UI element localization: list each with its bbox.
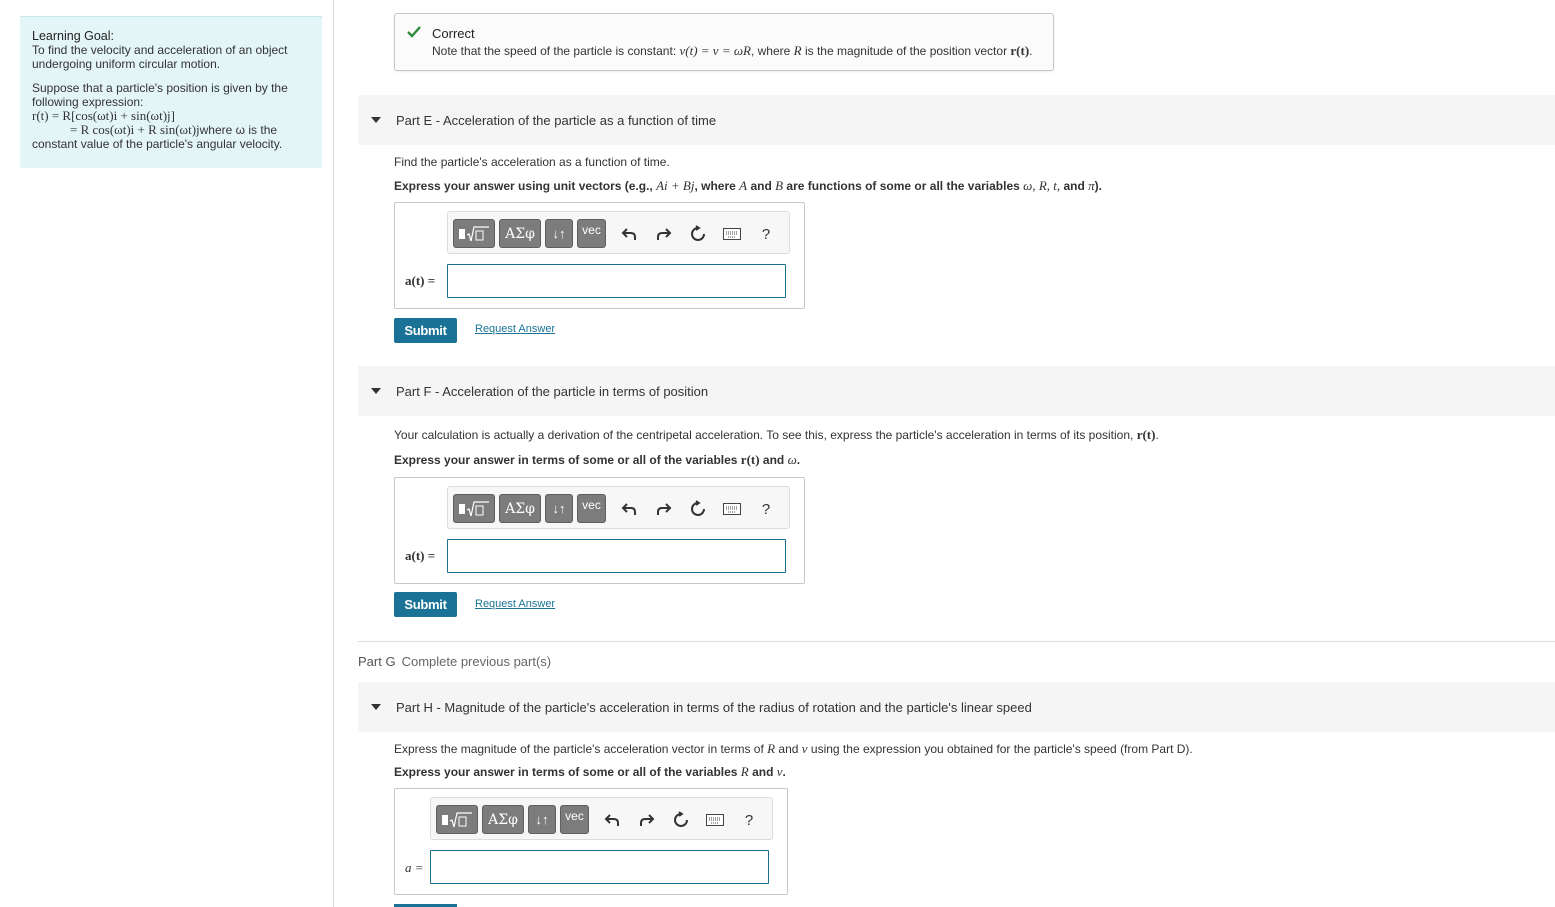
part-e-express-a: A <box>739 178 748 193</box>
part-h-title: Part H - Magnitude of the particle's acceleration in terms of the radius of rotation and the particle's linear speed <box>396 699 1032 715</box>
part-e-express <box>394 178 1102 194</box>
part-f-submit-button[interactable]: Submit <box>394 592 457 617</box>
part-h-instruction-prefix: Express the magnitude of the particle's acceleration vector in terms of <box>394 742 768 756</box>
suppose-line1: Suppose that a particle's position is given by the <box>32 81 288 95</box>
part-g-label: Part G <box>358 654 396 669</box>
part-f-express-prefix: Express your answer in terms of some or all of the variables <box>394 453 741 467</box>
feedback-note-prefix: Note that the speed of the particle is constant: <box>432 44 680 58</box>
part-e-answer-input[interactable] <box>447 264 786 298</box>
suppose-line2: following expression: <box>32 95 144 109</box>
templates-icon <box>441 810 473 830</box>
redo-icon[interactable] <box>654 224 674 244</box>
keyboard-icon[interactable] <box>722 499 742 519</box>
part-e-header[interactable] <box>358 95 1555 145</box>
math-toolbar <box>447 486 790 529</box>
help-icon[interactable]: ? <box>761 225 771 243</box>
part-f-express-omega: ω <box>787 452 797 467</box>
part-e-express-b: B <box>775 178 784 193</box>
part-e-title: Part E - Acceleration of the particle as a function of time <box>396 112 717 128</box>
position-equation-line2-row <box>32 123 310 137</box>
reset-icon[interactable] <box>688 224 708 244</box>
part-h-header[interactable] <box>358 682 1555 732</box>
keyboard-icon[interactable] <box>722 224 742 244</box>
part-g-row <box>358 654 551 669</box>
part-f-instruction <box>394 427 1159 443</box>
part-e-express-suffix: are functions of some or all the variables <box>783 179 1024 193</box>
part-h-answer-box <box>394 788 788 895</box>
reset-icon[interactable] <box>671 810 691 830</box>
redo-icon[interactable] <box>654 499 674 519</box>
part-h-answer-input[interactable] <box>430 850 769 884</box>
angular-velocity-text: constant value of the particle's angular velocity. <box>32 137 283 151</box>
correct-feedback-box <box>394 13 1054 71</box>
subscript-superscript-button[interactable]: ↓↑ <box>545 494 573 523</box>
undo-icon[interactable] <box>602 810 622 830</box>
help-icon[interactable]: ? <box>761 500 771 518</box>
greek-symbols-button[interactable]: ΑΣφ <box>499 494 541 523</box>
part-h-express-end: . <box>782 765 786 779</box>
part-f-title: Part F - Acceleration of the particle in terms of position <box>396 383 709 399</box>
position-equation-line1: r(t) = R[cos(ωt)i + sin(ωt)j] <box>32 108 175 123</box>
section-divider <box>358 641 1555 642</box>
templates-button[interactable] <box>453 219 495 248</box>
part-h-instruction-v: v <box>801 741 808 756</box>
math-toolbar <box>447 211 790 254</box>
vector-button[interactable]: vec <box>560 805 589 834</box>
part-h-instruction-suffix: using the expression you obtained for the particle's speed (from Part D). <box>807 742 1193 756</box>
part-g-message: Complete previous part(s) <box>401 654 552 669</box>
greek-symbols-button[interactable]: ΑΣφ <box>482 805 524 834</box>
part-f-express-and: and <box>759 453 788 467</box>
part-h-express-prefix: Express your answer in terms of some or all of the variables <box>394 765 741 779</box>
templates-button[interactable] <box>453 494 495 523</box>
redo-icon[interactable] <box>637 810 657 830</box>
part-f-request-answer-link[interactable]: Request Answer <box>475 598 556 610</box>
where-text: where ω is the <box>199 123 278 137</box>
learning-goal-panel <box>20 16 322 168</box>
feedback-note-end: . <box>1029 44 1033 58</box>
keyboard-icon[interactable] <box>705 810 725 830</box>
part-h-express-v: v <box>776 764 783 779</box>
part-e-request-answer-link[interactable]: Request Answer <box>475 323 556 335</box>
undo-icon[interactable] <box>619 499 639 519</box>
sidebar-divider <box>333 0 334 907</box>
part-f-answer-box <box>394 477 805 584</box>
part-f-answer-input[interactable] <box>447 539 786 573</box>
part-f-express <box>394 452 800 468</box>
learning-goal-title: Learning Goal: <box>32 29 115 43</box>
part-e-express-and2: and <box>1060 179 1089 193</box>
vector-button[interactable]: vec <box>577 494 606 523</box>
part-f-instruction-prefix: Your calculation is actually a derivation of the centripetal acceleration. To see this, express the particle's acceleration in terms of its position, <box>394 428 1137 442</box>
feedback-note-vector: r(t) <box>1010 43 1030 58</box>
feedback-note <box>432 43 1033 59</box>
part-e-answer-box <box>394 202 805 309</box>
part-h-instruction-and: and <box>775 742 802 756</box>
feedback-note-math: v(t) = v = ωR <box>679 43 751 58</box>
collapse-triangle-icon[interactable] <box>371 704 381 710</box>
part-h-answer-label <box>405 860 424 876</box>
subscript-superscript-button[interactable]: ↓↑ <box>528 805 556 834</box>
part-e-answer-label-text: a(t) = <box>405 273 436 288</box>
position-equation-line2: = R cos(ωt)i + R sin(ωt)j <box>70 122 200 137</box>
goal-text-line2: undergoing uniform circular motion. <box>32 57 221 71</box>
collapse-triangle-icon[interactable] <box>371 117 381 123</box>
greek-symbols-button[interactable]: ΑΣφ <box>499 219 541 248</box>
part-f-instruction-vector: r(t) <box>1136 427 1156 442</box>
part-e-express-end: ). <box>1094 179 1103 193</box>
part-f-express-vector: r(t) <box>740 452 760 467</box>
templates-button[interactable] <box>436 805 478 834</box>
part-h-answer-label-text: a = <box>405 860 424 875</box>
part-e-submit-button[interactable]: Submit <box>394 318 457 343</box>
part-e-express-pi: π <box>1088 178 1095 193</box>
goal-text-line1: To find the velocity and acceleration of an object <box>32 43 288 57</box>
feedback-note-middle: , where <box>750 44 794 58</box>
part-e-express-and: and <box>747 179 776 193</box>
part-f-answer-label-text: a(t) = <box>405 548 436 563</box>
part-h-instruction-r: R <box>767 741 776 756</box>
undo-icon[interactable] <box>619 224 639 244</box>
vector-button[interactable]: vec <box>577 219 606 248</box>
part-f-express-end: . <box>796 453 801 467</box>
feedback-note-r: R <box>793 43 802 58</box>
part-e-answer-label <box>405 273 435 289</box>
templates-icon <box>458 499 490 519</box>
part-e-express-example: Ai + Bj <box>656 178 695 193</box>
collapse-triangle-icon[interactable] <box>371 388 381 394</box>
part-e-express-prefix: Express your answer using unit vectors (e.g., <box>394 179 657 193</box>
part-e-express-vars: ω, R, t, <box>1023 178 1061 193</box>
help-icon[interactable]: ? <box>744 811 754 829</box>
part-h-express <box>394 764 786 780</box>
math-toolbar <box>430 797 773 840</box>
part-e-instruction: Find the particle's acceleration as a function of time. <box>394 155 670 169</box>
checkmark-icon <box>407 26 421 38</box>
feedback-note-suffix: is the magnitude of the position vector <box>801 44 1011 58</box>
part-h-express-r: R <box>740 764 749 779</box>
part-h-instruction <box>394 741 1193 757</box>
part-f-header[interactable] <box>358 366 1555 416</box>
part-f-instruction-end: . <box>1155 428 1159 442</box>
part-e-express-middle: , where <box>694 179 740 193</box>
reset-icon[interactable] <box>688 499 708 519</box>
feedback-title: Correct <box>432 26 475 41</box>
part-h-express-and: and <box>748 765 777 779</box>
subscript-superscript-button[interactable]: ↓↑ <box>545 219 573 248</box>
templates-icon <box>458 224 490 244</box>
part-f-answer-label <box>405 548 435 564</box>
